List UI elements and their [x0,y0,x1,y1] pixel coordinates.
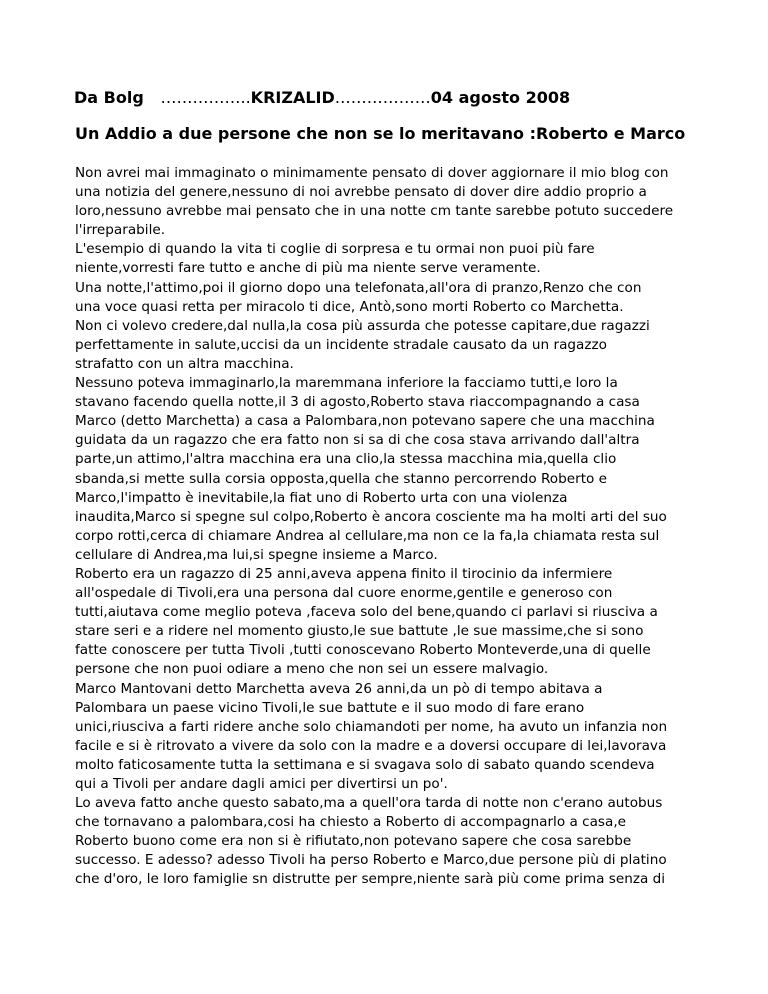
body-line: Palombara un paese vicino Tivoli,le sue battute e il suo modo di fare erano [75,699,585,716]
body-line: stare seri e a ridere nel momento giusto,le sue battute ,le sue massime,che si sono [75,623,644,640]
body-line: che d'oro, le loro famiglie sn distrutte per sempre,niente sarà più come prima senza di [75,871,666,888]
header-date: 04 agosto 2008 [430,88,571,107]
body-line: l'irreparabile. [75,222,166,239]
body-line: una notizia del genere,nessuno di noi avrebbe pensato di dover dire addio proprio a [75,184,647,201]
body-line: Non avrei mai immaginato o minimamente pensato di dover aggiornare il mio blog con [75,165,669,181]
body-line: L'esempio di quando la vita ti coglie di sorpresa e tu ormai non puoi più fare [75,241,595,258]
body-line: Marco Mantovani detto Marchetta aveva 26 anni,da un pò di tempo abitava a [75,680,603,697]
body-line: parte,un attimo,l'altra macchina era una clio,la stessa macchina mia,quella clio [75,451,617,468]
body-line: perfettamente in salute,uccisi da un incidente stradale causato da un ragazzo [75,336,607,353]
body-line: Marco,l'impatto è inevitabile,la fiat uno di Roberto urta con una violenza [75,489,568,506]
body-line: corpo rotti,cerca di chiamare Andrea al cellulare,ma non ce la fa,la chiamata resta sul [75,527,660,544]
body-line: qui a Tivoli per andare dagli amici per divertirsi un po'. [75,776,448,792]
body-line: una voce quasi retta per miracolo ti dice, Antò,sono morti Roberto co Marchetta. [75,298,624,315]
body-line: inaudita,Marco si spegne sul colpo,Roberto è ancora cosciente ma ha molti arti del suo [75,508,667,525]
document-body [75,164,695,890]
header-author: KRIZALID [250,88,335,107]
body-line: stavano facendo quella notte,il 3 di agosto,Roberto stava riaccompagnando a casa [75,394,640,411]
body-line: Roberto era un ragazzo di 25 anni,aveva appena finito il tirocinio da infermiere [75,565,613,582]
body-line: loro,nessuno avrebbe mai pensato che in una notte cm tante sarebbe potuto succedere [75,203,674,220]
body-line: Nessuno poteva immaginarlo,la maremmana inferiore la facciamo tutti,e loro la [75,375,618,392]
body-line: fatte conoscere per tutta Tivoli ,tutti conoscevano Roberto Monteverde,una di quelle [75,642,651,659]
body-line: niente,vorresti fare tutto e anche di più ma niente serve veramente. [75,260,541,277]
body-line: cellulare di Andrea,ma lui,si spegne insieme a Marco. [75,546,438,563]
header-source: Da Bolg [74,88,144,107]
document-title: Un Addio a due persone che non se lo meritavano :Roberto e Marco [75,124,686,143]
body-line: molto faticosamente tutta la settimana e si svagava solo di sabato quando scendeva [75,756,655,773]
body-line: sbanda,si mette sulla corsia opposta,quella che stanno percorrendo Roberto e [75,470,608,487]
body-line: Una notte,l'attimo,poi il giorno dopo una telefonata,all'ora di pranzo,Renzo che con [75,279,642,296]
body-line: facile e si è ritrovato a vivere da solo con la madre e a doversi occupare di lei,lavorava [75,737,667,754]
body-line: all'ospedale di Tivoli,era una persona dal cuore enorme,gentile e generoso con [75,585,613,602]
body-line: unici,riusciva a farti ridere anche solo chiamandoti per nome, ha avuto un infanzia non [75,718,668,735]
document-header [74,88,694,107]
body-line: Marco (detto Marchetta) a casa a Palombara,non potevano sapere che una macchina [75,413,655,430]
body-line: successo. E adesso? adesso Tivoli ha perso Roberto e Marco,due persone più di platino [75,852,667,869]
body-line: strafatto con un altra macchina. [75,355,294,372]
body-line: guidata da un ragazzo che era fatto non si sa di che cosa stava arrivando dall'altra [75,432,640,449]
header-separator-1: …………….. [160,88,251,107]
body-line: che tornavano a palombara,cosi ha chiesto a Roberto di accompagnarlo a casa,e [75,814,627,831]
body-line: Lo aveva fatto anche questo sabato,ma a quell'ora tarda di notte non c'erano autobus [75,795,663,812]
header-separator-2: ……………… [334,88,431,107]
body-line: persone che non puoi odiare a meno che non sei un essere malvagio. [75,661,549,678]
body-line: Non ci volevo credere,dal nulla,la cosa più assurda che potesse capitare,due ragazzi [75,317,650,334]
body-line: tutti,aiutava come meglio poteva ,faceva solo del bene,quando ci parlavi si riusciva a [75,604,658,621]
body-line: Roberto buono come era non si è rifiutato,non potevano sapere che cosa sarebbe [75,833,632,850]
